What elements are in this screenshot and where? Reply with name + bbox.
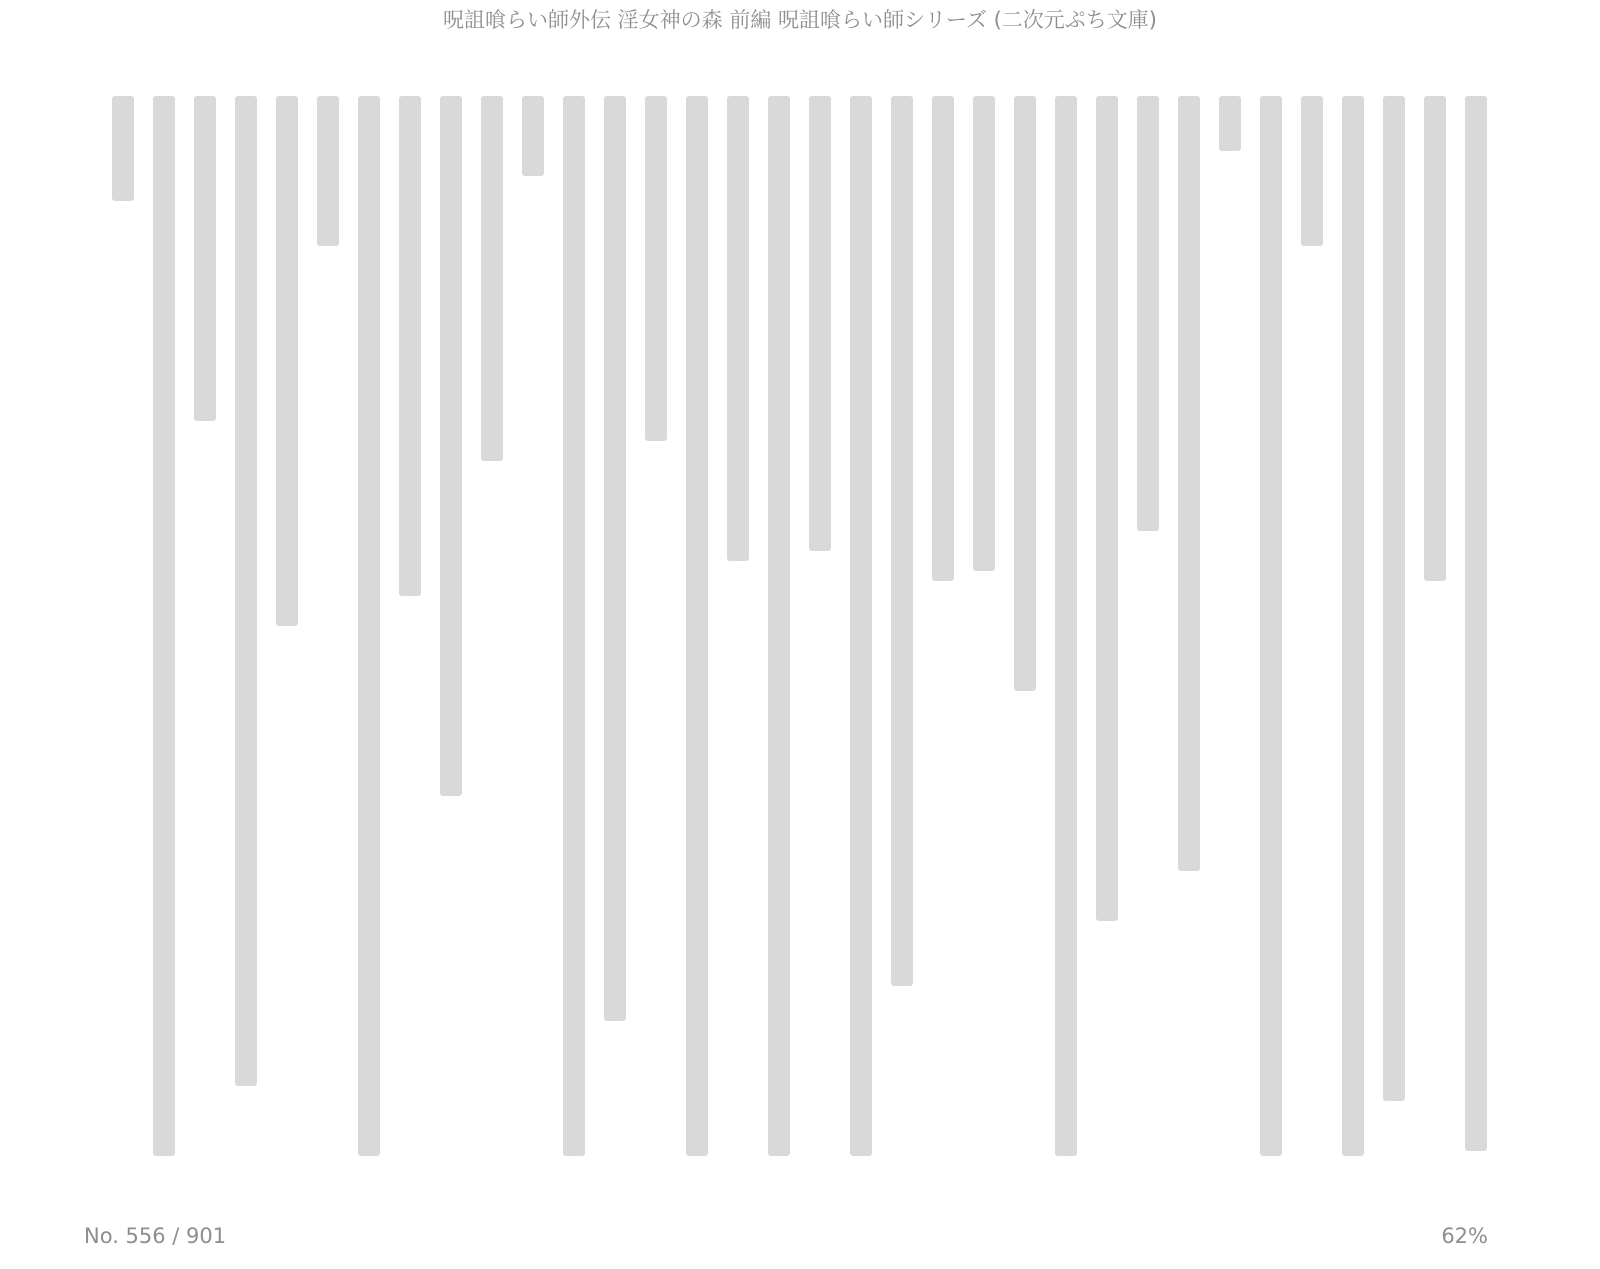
progress-percent: 62% (1441, 1224, 1488, 1248)
text-column-placeholder (809, 96, 831, 551)
text-column-placeholder (1219, 96, 1241, 151)
text-column-placeholder (1260, 96, 1282, 1156)
text-column-placeholder (604, 96, 626, 1021)
text-column-placeholder (522, 96, 544, 176)
text-column-placeholder (563, 96, 585, 1156)
text-column-placeholder (1342, 96, 1364, 1156)
vertical-text-page[interactable] (100, 88, 1500, 1178)
text-column-placeholder (1055, 96, 1077, 1156)
text-column-placeholder (1301, 96, 1323, 246)
text-column-placeholder (891, 96, 913, 986)
text-column-placeholder (440, 96, 462, 796)
text-column-placeholder (645, 96, 667, 441)
text-column-placeholder (399, 96, 421, 596)
text-column-placeholder (317, 96, 339, 246)
text-column-placeholder (1014, 96, 1036, 691)
text-column-placeholder (481, 96, 503, 461)
text-column-placeholder (1096, 96, 1118, 921)
book-title: 呪詛喰らい師外伝 淫女神の森 前編 呪詛喰らい師シリーズ (二次元ぷち文庫) (442, 8, 1158, 32)
text-column-placeholder (194, 96, 216, 421)
text-column-placeholder (358, 96, 380, 1156)
text-column-placeholder (727, 96, 749, 561)
text-column-placeholder (1178, 96, 1200, 871)
text-column-placeholder (153, 96, 175, 1156)
text-column-placeholder (1137, 96, 1159, 531)
text-column-placeholder (1383, 96, 1405, 1101)
text-column-placeholder (276, 96, 298, 626)
text-column-placeholder (235, 96, 257, 1086)
text-column-placeholder (1465, 96, 1487, 1151)
text-column-placeholder (112, 96, 134, 201)
text-column-placeholder (932, 96, 954, 581)
text-column-placeholder (1424, 96, 1446, 581)
location-indicator: No. 556 / 901 (84, 1224, 227, 1248)
text-column-placeholder (686, 96, 708, 1156)
text-column-placeholder (768, 96, 790, 1156)
text-column-placeholder (973, 96, 995, 571)
text-column-placeholder (850, 96, 872, 1156)
